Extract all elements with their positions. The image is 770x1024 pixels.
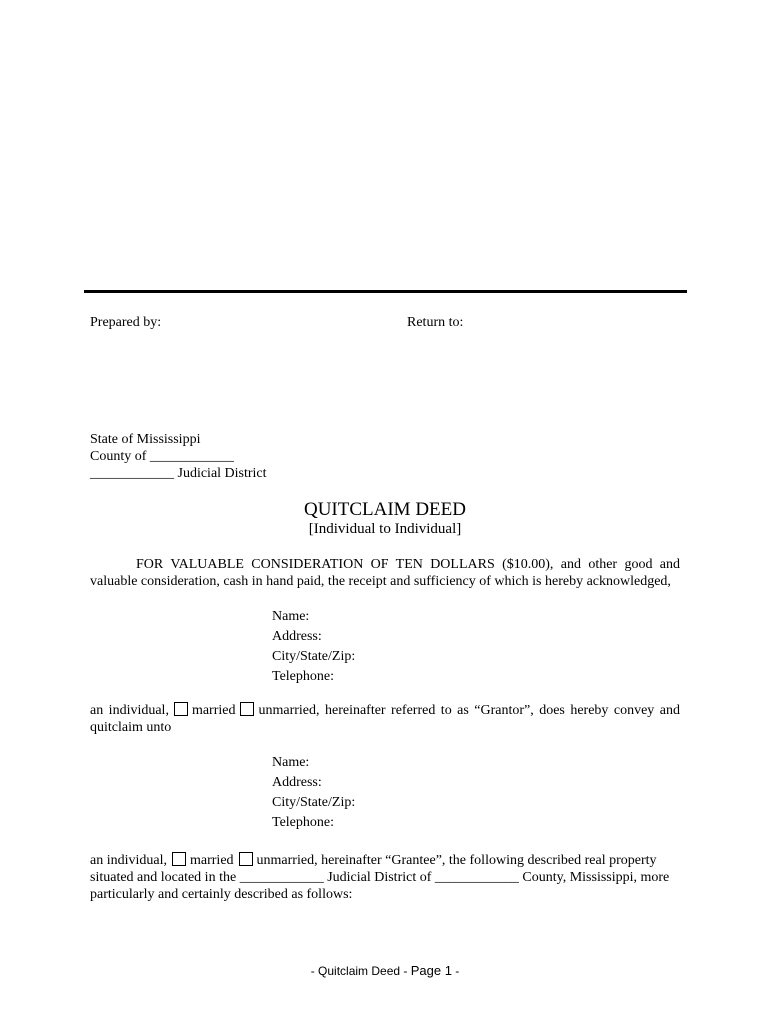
grantor-married-label: married [191,703,236,718]
grantor-city-label: City/State/Zip: [272,649,356,664]
document-title: QUITCLAIM DEED [303,499,466,520]
return-to-label: Return to: [407,315,464,330]
grantee-telephone-label: Telephone: [272,815,334,830]
grantee-married-label: married [190,853,234,868]
header-divider [84,290,687,293]
grantee-location-text-a: situated and located in the [90,870,240,885]
grantee-marital-line [90,852,669,869]
prepared-by-label: Prepared by: [90,315,162,330]
grantor-unmarried-checkbox[interactable] [240,702,254,716]
grantor-name-label: Name: [272,609,310,624]
grantee-unmarried-text: unmarried, hereinafter “Grantee”, the following described real property [256,853,657,868]
district-label: Judicial District [174,466,267,481]
grantor-unmarried-text: unmarried, hereinafter referred to as “Grantor”, does hereby convey and [258,703,680,718]
grantee-location-text-c: County, Mississippi, more [518,870,670,885]
grantee-paragraph [90,852,669,903]
county-line [90,449,234,465]
grantor-telephone-label: Telephone: [272,669,334,684]
grantee-county-blank[interactable]: ____________ [434,870,519,885]
grantee-location-line [90,869,669,886]
footer-page-number: Page 1 [410,963,452,978]
district-blank[interactable]: ____________ [90,466,174,481]
consideration-paragraph [90,556,680,590]
state-line: State of Mississippi [90,432,201,447]
grantor-address-label: Address: [272,629,322,644]
grantee-location-text-b: Judicial District of [323,870,435,885]
grantee-unmarried-checkbox[interactable] [239,852,253,866]
grantor-paragraph [90,702,680,736]
footer-left: - Quitclaim Deed - [310,964,411,978]
county-label: County of [90,449,150,464]
judicial-district-line [90,466,267,482]
county-blank[interactable]: ____________ [149,449,234,464]
consideration-line-2: valuable consideration, cash in hand paid, the receipt and sufficiency of which is hereby acknowledged, [90,574,671,589]
grantee-line-3: particularly and certainly described as follows: [90,887,353,902]
grantee-city-label: City/State/Zip: [272,795,356,810]
consideration-line-1: FOR VALUABLE CONSIDERATION OF TEN DOLLARS ($10.00), and other good and [136,557,680,572]
grantor-marital-line [90,702,680,719]
grantee-address-label: Address: [272,775,322,790]
document-subtitle: [Individual to Individual] [308,521,462,537]
grantee-name-label: Name: [272,755,310,770]
grantor-individual-text: an individual, [90,703,169,718]
grantee-district-blank[interactable]: ____________ [239,870,324,885]
footer-right: - [451,964,460,978]
grantee-individual-text: an individual, [90,853,167,868]
page-footer [0,963,770,978]
grantee-married-checkbox[interactable] [172,852,186,866]
grantor-married-checkbox[interactable] [174,702,188,716]
grantor-line-2: quitclaim unto [90,720,172,735]
